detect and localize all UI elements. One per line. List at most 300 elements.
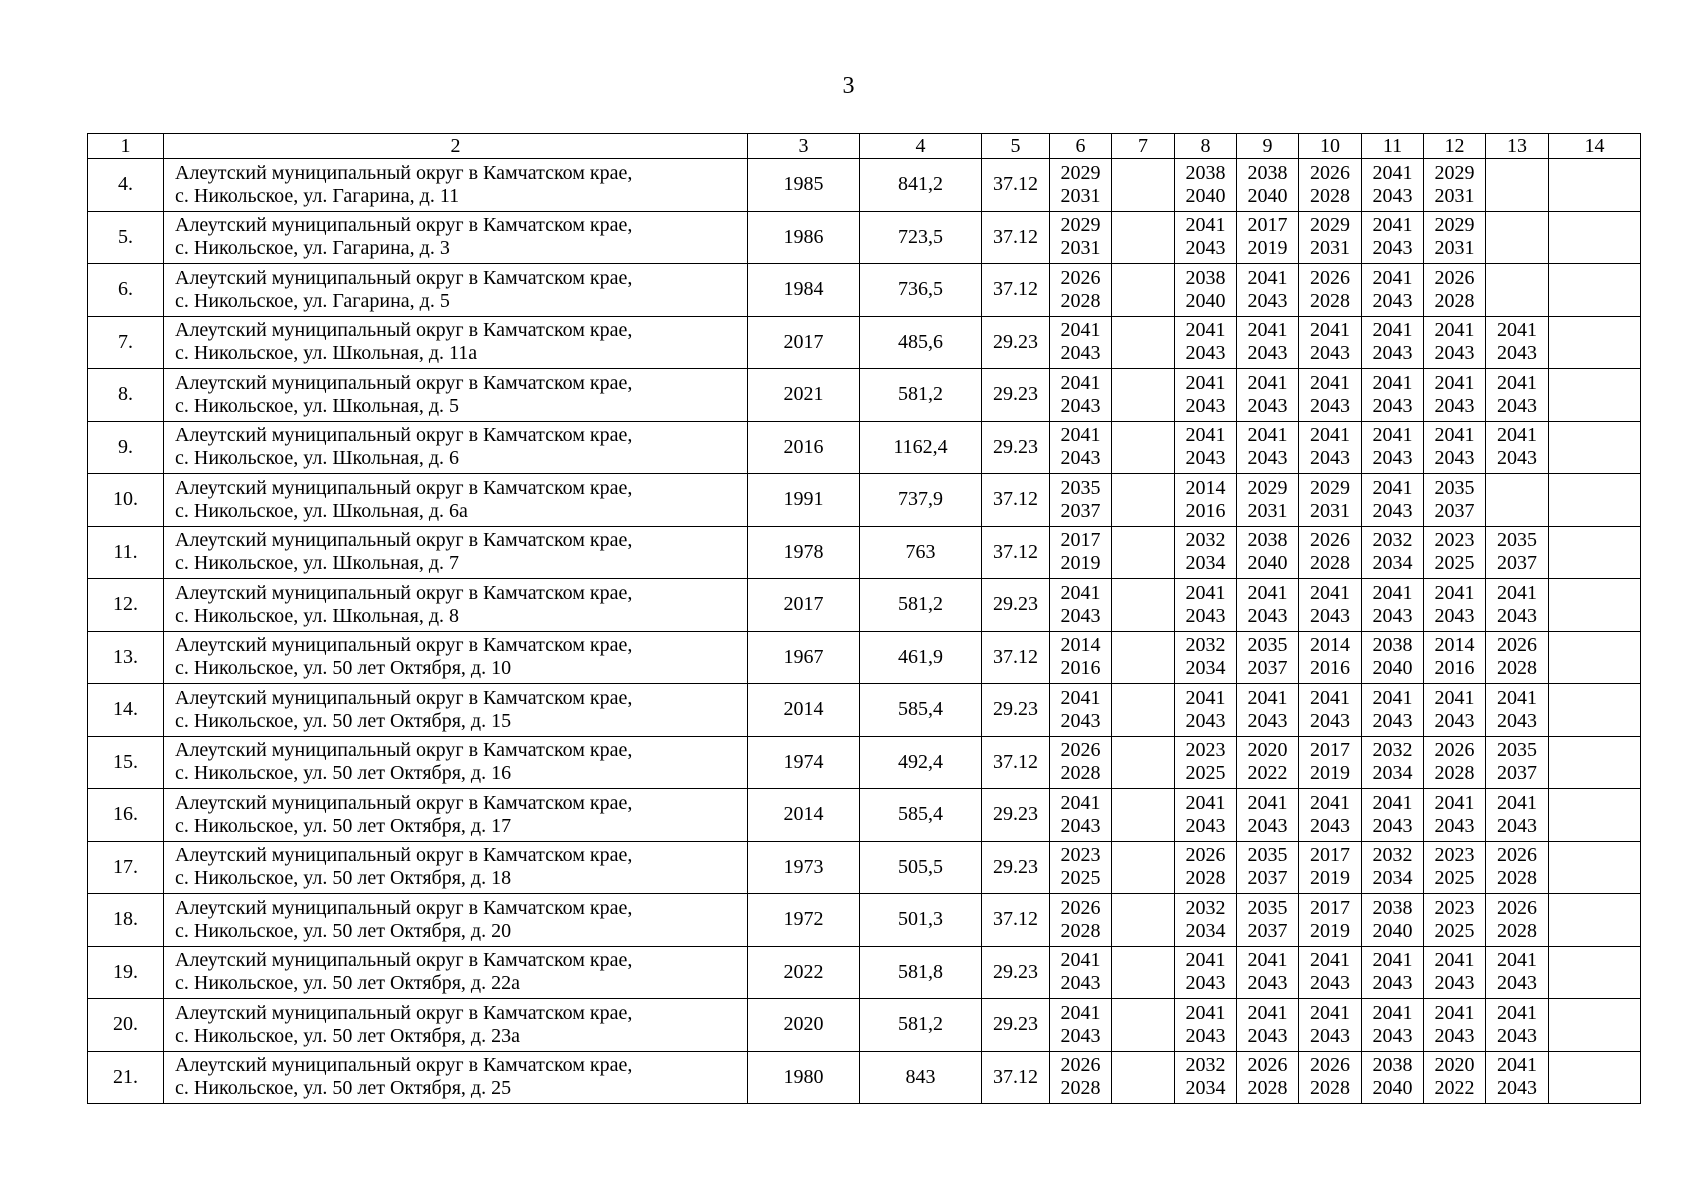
period-end-year: 2043 [1434,709,1475,732]
area-cell: 736,5 [860,264,982,317]
address-cell [164,946,748,999]
period-cell-c13 [1486,159,1549,212]
period-cell-c10 [1299,264,1362,317]
period-start-year: 2041 [1185,319,1226,342]
column-header: 11 [1362,134,1424,159]
period-end-year: 2043 [1310,709,1350,732]
row-number-cell: 20. [88,999,164,1052]
period-cell-c6 [1050,579,1112,632]
period-start-year: 2026 [1434,266,1475,289]
address-line-2: с. Никольское, ул. 50 лет Октября, д. 23а [175,1024,520,1047]
address-line-1: Алеутский муниципальный округ в Камчатском крае, [175,371,633,394]
table-row [88,211,1641,264]
period-end-year: 2043 [1060,972,1101,995]
period-end-year: 2037 [1247,867,1288,890]
period-cell-c6 [1050,159,1112,212]
table-row [88,579,1641,632]
period-cell-c9 [1237,789,1299,842]
period-cell-c13 [1486,316,1549,369]
address-cell [164,1051,748,1104]
period-start-year: 2035 [1497,739,1537,762]
row-number-cell: 8. [88,369,164,422]
period-end-year: 2040 [1185,184,1226,207]
period-end-year: 2043 [1185,814,1226,837]
period-end-year: 2028 [1310,184,1350,207]
period-start-year: 2026 [1497,844,1537,867]
period-start-year: 2038 [1247,529,1288,552]
period-end-year: 2043 [1310,814,1350,837]
area-cell: 841,2 [860,159,982,212]
address-line-2: с. Никольское, ул. 50 лет Октября, д. 15 [175,709,512,732]
period-start-year: 2035 [1497,529,1537,552]
address-line-1: Алеутский муниципальный округ в Камчатском крае, [175,634,633,657]
period-start-year: 2029 [1310,214,1350,237]
period-cell-c8 [1175,579,1237,632]
period-start-year: 2041 [1060,791,1101,814]
address-cell [164,841,748,894]
year-built-cell: 1973 [748,841,860,894]
period-cell-c11 [1362,316,1424,369]
period-start-year: 2032 [1372,739,1413,762]
period-cell-c12 [1424,789,1486,842]
period-end-year: 2028 [1060,289,1101,312]
address-cell [164,211,748,264]
period-end-year: 2016 [1185,499,1226,522]
period-cell-c6 [1050,841,1112,894]
period-cell-c11 [1362,894,1424,947]
period-end-year: 2043 [1247,972,1288,995]
period-end-year: 2043 [1372,237,1413,260]
address-line-1: Алеутский муниципальный округ в Камчатском крае, [175,739,633,762]
period-cell-c9 [1237,894,1299,947]
column-header: 1 [88,134,164,159]
period-cell-c14 [1549,1051,1641,1104]
period-start-year: 2041 [1310,371,1350,394]
period-cell-c14 [1549,159,1641,212]
area-cell: 843 [860,1051,982,1104]
period-cell-c9 [1237,474,1299,527]
period-start-year: 2026 [1310,161,1350,184]
period-cell-c6 [1050,1051,1112,1104]
period-start-year: 2041 [1372,266,1413,289]
period-cell-c14 [1549,526,1641,579]
year-built-cell: 2022 [748,946,860,999]
address-line-2: с. Никольское, ул. Гагарина, д. 11 [175,184,460,207]
period-end-year: 2037 [1497,552,1537,575]
row-number-cell: 19. [88,946,164,999]
period-cell-c13 [1486,946,1549,999]
period-end-year: 2025 [1434,552,1475,575]
period-cell-c13 [1486,631,1549,684]
period-cell-c13 [1486,684,1549,737]
period-start-year: 2029 [1310,476,1350,499]
period-cell-c11 [1362,211,1424,264]
period-end-year: 2031 [1434,237,1475,260]
period-start-year: 2026 [1434,739,1475,762]
address-line-2: с. Никольское, ул. 50 лет Октября, д. 25 [175,1077,512,1100]
address-line-2: с. Никольское, ул. Школьная, д. 6а [175,499,468,522]
period-start-year: 2041 [1372,476,1413,499]
period-cell-c11 [1362,946,1424,999]
period-cell-c9 [1237,316,1299,369]
period-cell-c14 [1549,789,1641,842]
address-line-2: с. Никольское, ул. Школьная, д. 11а [175,342,478,365]
address-cell [164,579,748,632]
period-start-year: 2041 [1497,424,1537,447]
period-cell-c12 [1424,526,1486,579]
address-line-1: Алеутский муниципальный округ в Камчатском крае, [175,686,633,709]
period-start-year: 2014 [1434,634,1475,657]
period-end-year: 2043 [1372,342,1413,365]
period-end-year: 2043 [1434,972,1475,995]
address-cell [164,789,748,842]
period-cell-c12 [1424,684,1486,737]
period-cell-c13 [1486,526,1549,579]
period-start-year: 2041 [1372,686,1413,709]
period-cell-c12 [1424,159,1486,212]
period-cell-c6 [1050,369,1112,422]
period-end-year: 2037 [1247,919,1288,942]
area-cell: 461,9 [860,631,982,684]
period-cell-c10 [1299,841,1362,894]
period-end-year: 2043 [1310,394,1350,417]
table-row [88,736,1641,789]
period-start-year: 2041 [1185,791,1226,814]
period-start-year: 2035 [1434,476,1475,499]
address-line-1: Алеутский муниципальный округ в Камчатском крае, [175,529,633,552]
period-end-year: 2043 [1247,604,1288,627]
period-cell-c8 [1175,841,1237,894]
period-end-year: 2040 [1372,919,1413,942]
column-header: 2 [164,134,748,159]
period-cell-c6 [1050,631,1112,684]
period-start-year: 2041 [1310,791,1350,814]
rate-cell: 29.23 [982,684,1050,737]
period-start-year: 2026 [1060,896,1101,919]
period-cell-c14 [1549,631,1641,684]
period-end-year: 2043 [1247,1024,1288,1047]
period-start-year: 2038 [1372,1054,1413,1077]
period-end-year: 2028 [1497,919,1537,942]
period-cell-c10 [1299,421,1362,474]
period-cell-c8 [1175,946,1237,999]
period-end-year: 2037 [1434,499,1475,522]
period-cell-c12 [1424,421,1486,474]
period-cell-c8 [1175,316,1237,369]
period-cell-c8 [1175,474,1237,527]
period-start-year: 2029 [1060,161,1101,184]
period-start-year: 2041 [1372,161,1413,184]
period-cell-c14 [1549,946,1641,999]
period-cell-c12 [1424,211,1486,264]
column-header: 8 [1175,134,1237,159]
table-row [88,789,1641,842]
period-start-year: 2026 [1310,529,1350,552]
address-line-1: Алеутский муниципальный округ в Камчатском крае, [175,581,633,604]
period-end-year: 2043 [1310,1024,1350,1047]
page-number: 3 [842,73,855,99]
address-line-1: Алеутский муниципальный округ в Камчатском крае, [175,319,633,342]
year-built-cell: 1967 [748,631,860,684]
period-cell-c9 [1237,684,1299,737]
period-cell-c8 [1175,684,1237,737]
area-cell: 581,8 [860,946,982,999]
rate-cell: 37.12 [982,631,1050,684]
period-cell-c7 [1112,211,1175,264]
address-line-1: Алеутский муниципальный округ в Камчатском крае, [175,791,633,814]
address-line-1: Алеутский муниципальный округ в Камчатском крае, [175,161,633,184]
period-end-year: 2028 [1310,552,1350,575]
period-end-year: 2034 [1185,552,1226,575]
address-cell [164,369,748,422]
period-end-year: 2031 [1060,237,1101,260]
address-cell [164,631,748,684]
period-start-year: 2023 [1434,896,1475,919]
period-start-year: 2041 [1434,424,1475,447]
row-number-cell: 18. [88,894,164,947]
period-cell-c11 [1362,264,1424,317]
period-cell-c6 [1050,946,1112,999]
period-cell-c11 [1362,631,1424,684]
rate-cell: 37.12 [982,526,1050,579]
period-cell-c8 [1175,421,1237,474]
area-cell: 585,4 [860,684,982,737]
period-cell-c14 [1549,841,1641,894]
period-start-year: 2041 [1185,214,1226,237]
period-end-year: 2019 [1060,552,1101,575]
period-end-year: 2022 [1247,762,1288,785]
period-end-year: 2043 [1372,447,1413,470]
address-line-1: Алеутский муниципальный округ в Камчатском крае, [175,949,633,972]
period-end-year: 2019 [1310,919,1350,942]
period-cell-c8 [1175,736,1237,789]
period-end-year: 2040 [1247,552,1288,575]
year-built-cell: 1984 [748,264,860,317]
period-cell-c13 [1486,894,1549,947]
row-number-cell: 10. [88,474,164,527]
period-cell-c14 [1549,421,1641,474]
column-header: 5 [982,134,1050,159]
period-start-year: 2026 [1247,1054,1288,1077]
period-start-year: 2041 [1497,686,1537,709]
period-cell-c12 [1424,1051,1486,1104]
period-end-year: 2037 [1497,762,1537,785]
row-number-cell: 7. [88,316,164,369]
period-cell-c7 [1112,421,1175,474]
period-start-year: 2017 [1310,844,1350,867]
address-line-2: с. Никольское, ул. Гагарина, д. 5 [175,289,450,312]
area-cell: 492,4 [860,736,982,789]
period-cell-c9 [1237,946,1299,999]
period-end-year: 2034 [1372,762,1413,785]
period-cell-c7 [1112,369,1175,422]
period-start-year: 2041 [1185,1001,1226,1024]
table-row [88,526,1641,579]
period-start-year: 2041 [1372,371,1413,394]
area-cell: 737,9 [860,474,982,527]
period-cell-c10 [1299,631,1362,684]
year-built-cell: 2020 [748,999,860,1052]
data-table [87,133,1641,1104]
column-header: 14 [1549,134,1641,159]
address-line-2: с. Никольское, ул. 50 лет Октября, д. 18 [175,867,512,890]
period-start-year: 2041 [1434,319,1475,342]
period-cell-c6 [1050,264,1112,317]
period-end-year: 2043 [1247,342,1288,365]
period-cell-c9 [1237,211,1299,264]
period-cell-c7 [1112,631,1175,684]
address-line-1: Алеутский муниципальный округ в Камчатском крае, [175,266,633,289]
year-built-cell: 2014 [748,789,860,842]
period-start-year: 2032 [1185,1054,1226,1077]
column-header: 6 [1050,134,1112,159]
period-start-year: 2041 [1185,686,1226,709]
period-cell-c11 [1362,421,1424,474]
row-number-cell: 12. [88,579,164,632]
period-start-year: 2041 [1497,1001,1537,1024]
period-start-year: 2041 [1247,1001,1288,1024]
period-start-year: 2041 [1310,686,1350,709]
period-cell-c13 [1486,421,1549,474]
year-built-cell: 2017 [748,579,860,632]
address-line-1: Алеутский муниципальный округ в Камчатском крае, [175,896,633,919]
period-end-year: 2028 [1310,1077,1350,1100]
period-cell-c13 [1486,474,1549,527]
period-start-year: 2017 [1310,896,1350,919]
table-row [88,421,1641,474]
period-start-year: 2026 [1185,844,1226,867]
period-cell-c11 [1362,579,1424,632]
address-line-2: с. Никольское, ул. Школьная, д. 6 [175,447,460,470]
period-end-year: 2019 [1310,762,1350,785]
period-start-year: 2041 [1434,1001,1475,1024]
period-cell-c13 [1486,264,1549,317]
area-cell: 581,2 [860,999,982,1052]
period-start-year: 2032 [1185,896,1226,919]
period-start-year: 2014 [1060,634,1101,657]
period-end-year: 2043 [1185,1024,1226,1047]
rate-cell: 37.12 [982,736,1050,789]
period-start-year: 2041 [1247,266,1288,289]
table-row [88,369,1641,422]
table-row [88,159,1641,212]
period-end-year: 2043 [1185,972,1226,995]
period-end-year: 2043 [1434,394,1475,417]
period-end-year: 2043 [1497,709,1537,732]
period-start-year: 2032 [1372,844,1413,867]
period-start-year: 2041 [1247,791,1288,814]
period-start-year: 2029 [1247,476,1288,499]
period-cell-c7 [1112,841,1175,894]
period-cell-c11 [1362,999,1424,1052]
period-cell-c7 [1112,159,1175,212]
address-line-2: с. Никольское, ул. 50 лет Октября, д. 16 [175,762,512,785]
row-number-cell: 17. [88,841,164,894]
period-cell-c10 [1299,736,1362,789]
period-cell-c10 [1299,316,1362,369]
period-end-year: 2043 [1310,342,1350,365]
period-end-year: 2034 [1185,657,1226,680]
column-header: 7 [1112,134,1175,159]
period-start-year: 2041 [1372,214,1413,237]
period-cell-c6 [1050,894,1112,947]
period-cell-c10 [1299,579,1362,632]
period-cell-c12 [1424,316,1486,369]
address-line-2: с. Никольское, ул. Школьная, д. 5 [175,394,460,417]
column-header: 12 [1424,134,1486,159]
period-cell-c9 [1237,159,1299,212]
area-cell: 505,5 [860,841,982,894]
period-end-year: 2034 [1372,552,1413,575]
table-row [88,999,1641,1052]
period-cell-c6 [1050,999,1112,1052]
period-cell-c14 [1549,999,1641,1052]
period-cell-c7 [1112,946,1175,999]
period-end-year: 2043 [1247,814,1288,837]
address-cell [164,264,748,317]
area-cell: 581,2 [860,579,982,632]
column-header: 10 [1299,134,1362,159]
period-end-year: 2043 [1497,447,1537,470]
period-start-year: 2041 [1497,791,1537,814]
period-start-year: 2035 [1247,896,1288,919]
period-cell-c7 [1112,474,1175,527]
period-end-year: 2043 [1372,814,1413,837]
period-start-year: 2041 [1060,686,1101,709]
period-end-year: 2037 [1060,499,1101,522]
period-start-year: 2023 [1434,844,1475,867]
rate-cell: 29.23 [982,579,1050,632]
period-cell-c7 [1112,1051,1175,1104]
period-cell-c14 [1549,579,1641,632]
period-cell-c14 [1549,474,1641,527]
period-cell-c7 [1112,894,1175,947]
period-cell-c7 [1112,264,1175,317]
period-start-year: 2020 [1434,1054,1475,1077]
period-end-year: 2043 [1185,394,1226,417]
area-cell: 485,6 [860,316,982,369]
period-start-year: 2041 [1247,581,1288,604]
period-start-year: 2026 [1310,1054,1350,1077]
year-built-cell: 1980 [748,1051,860,1104]
area-cell: 501,3 [860,894,982,947]
period-cell-c6 [1050,421,1112,474]
period-start-year: 2038 [1372,896,1413,919]
period-cell-c13 [1486,369,1549,422]
period-cell-c8 [1175,159,1237,212]
year-built-cell: 1978 [748,526,860,579]
period-cell-c11 [1362,789,1424,842]
period-end-year: 2028 [1060,919,1101,942]
period-end-year: 2043 [1060,604,1101,627]
period-start-year: 2041 [1247,371,1288,394]
period-end-year: 2025 [1060,867,1101,890]
period-cell-c12 [1424,264,1486,317]
period-cell-c14 [1549,736,1641,789]
period-end-year: 2043 [1497,1077,1537,1100]
period-end-year: 2043 [1434,814,1475,837]
period-start-year: 2026 [1060,1054,1101,1077]
period-end-year: 2043 [1372,604,1413,627]
period-end-year: 2043 [1372,972,1413,995]
period-end-year: 2019 [1247,237,1288,260]
address-line-2: с. Никольское, ул. Школьная, д. 7 [175,552,460,575]
period-start-year: 2041 [1372,791,1413,814]
period-start-year: 2041 [1060,581,1101,604]
row-number-cell: 16. [88,789,164,842]
address-cell [164,999,748,1052]
period-cell-c8 [1175,211,1237,264]
